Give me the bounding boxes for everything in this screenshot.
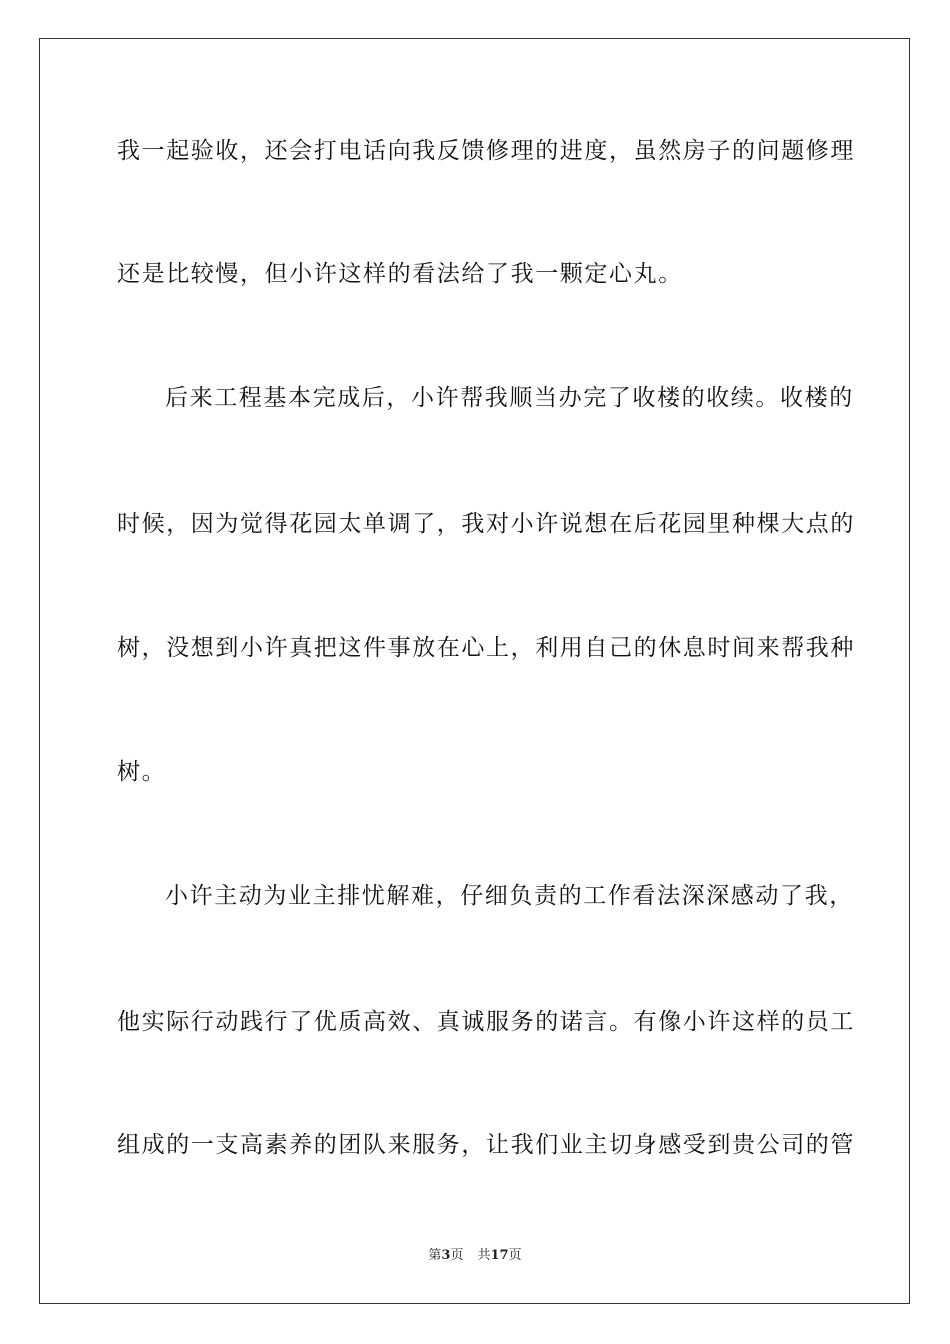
page-footer [0,1248,950,1264]
body-line-9: 组成的一支高素养的团队来服务，让我们业主切身感受到贵公司的管 [117,1132,855,1158]
body-line-1: 我一起验收，还会打电话向我反馈修理的进度，虽然房子的问题修理 [117,138,855,164]
body-line-3: 后来工程基本完成后，小许帮我顺当办完了收楼的收续。收楼的 [165,385,854,411]
body-line-7: 小许主动为业主排忧解难，仔细负责的工作看法深深感动了我， [165,883,854,909]
body-line-6: 树。 [117,759,167,785]
total-label-suffix: 页 [508,1248,522,1263]
total-label-prefix: 共 [477,1248,491,1263]
page-label-suffix: 页 [450,1248,464,1263]
body-line-5: 树，没想到小许真把这件事放在心上，利用自己的休息时间来帮我种 [117,635,855,661]
page-number: 3 [441,1248,451,1263]
page-label-prefix: 第 [428,1248,442,1263]
body-line-8: 他实际行动践行了优质高效、真诚服务的诺言。有像小许这样的员工 [117,1009,855,1035]
page-border [39,38,910,1304]
body-line-4: 时候，因为觉得花园太单调了，我对小许说想在后花园里种棵大点的 [117,511,855,537]
total-pages: 17 [490,1248,509,1263]
body-line-2: 还是比较慢，但小许这样的看法给了我一颗定心丸。 [117,261,683,287]
